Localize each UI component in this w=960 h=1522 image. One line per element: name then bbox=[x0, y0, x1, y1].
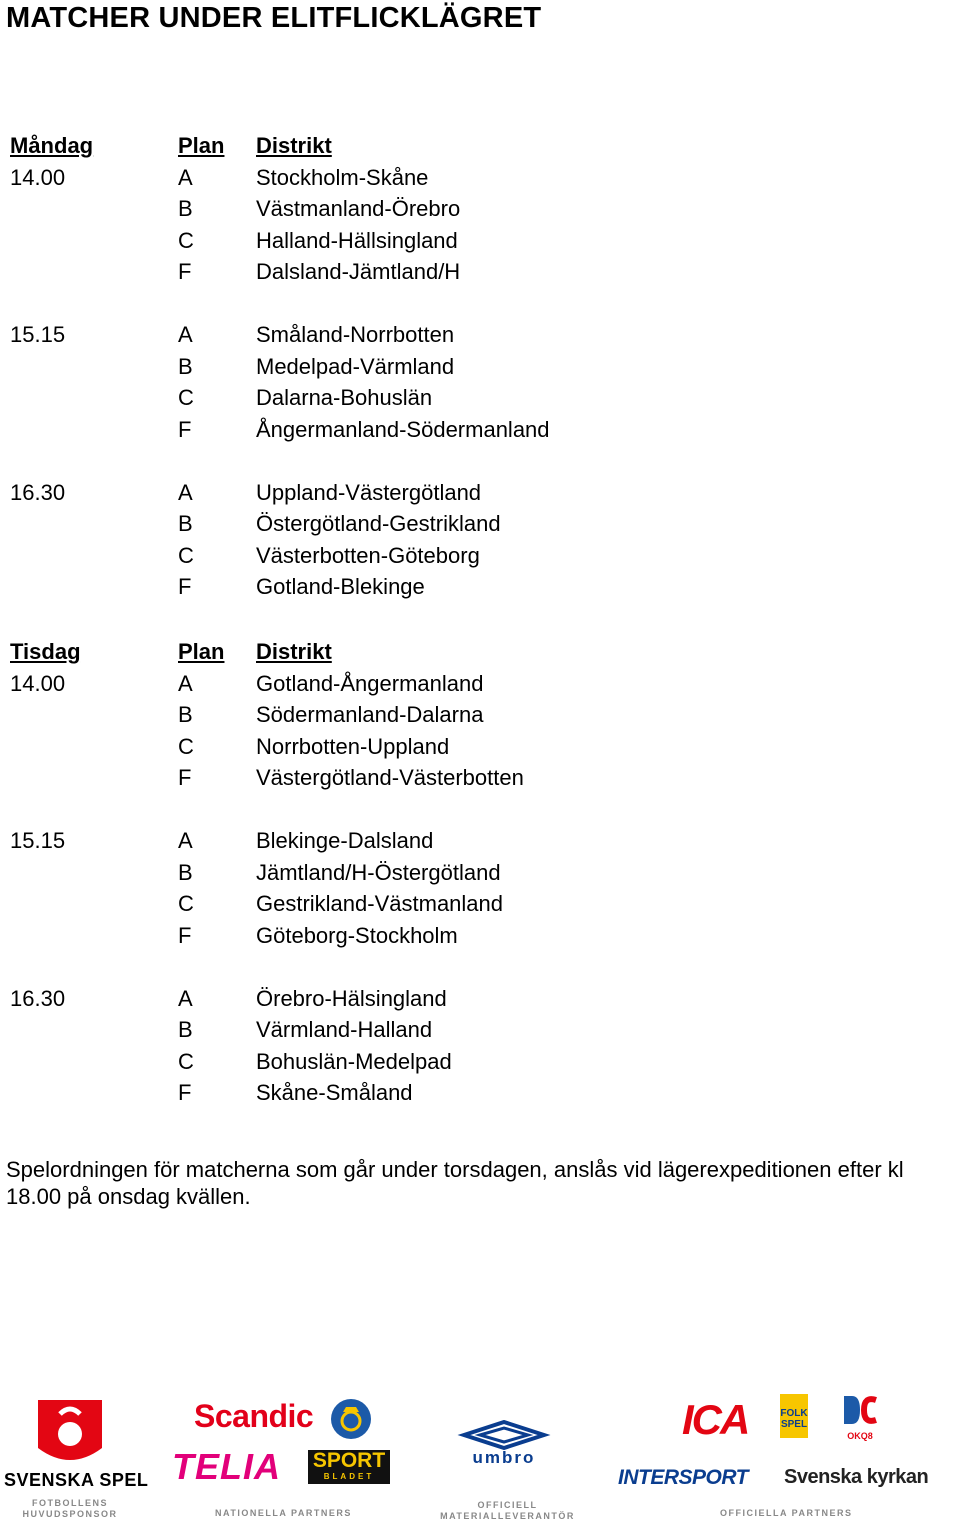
huvudsponsor-caption: FOTBOLLENS HUVUDSPONSOR bbox=[22, 1498, 118, 1519]
folkspel-word-2: SPEL bbox=[780, 1419, 808, 1430]
match-teams: Västmanland-Örebro bbox=[256, 196, 461, 221]
match-teams: Dalarna-Bohuslän bbox=[256, 385, 433, 410]
match-plan: B bbox=[178, 859, 193, 885]
match-plan: C bbox=[178, 891, 194, 916]
match-teams: Dalsland-Jämtland/H bbox=[256, 259, 461, 284]
scandic-logo: Scandic bbox=[194, 1398, 314, 1434]
match-teams: Jämtland/H-Östergötland bbox=[256, 859, 501, 885]
match-plan: F bbox=[178, 1080, 192, 1105]
match-time: 16.30 bbox=[10, 479, 66, 505]
schedule-note: Spelordningen för matcherna som går under torsdagen, anslås vid lägerexpeditionen efter kl 18.00 på onsdag kvällen. bbox=[6, 1157, 904, 1209]
okq8-label: OKQ8 bbox=[847, 1431, 873, 1441]
match-plan: F bbox=[178, 259, 192, 284]
match-plan: C bbox=[178, 1048, 194, 1074]
folkspel-word-1: FOLK bbox=[780, 1408, 808, 1419]
sportbladet-logo bbox=[308, 1450, 390, 1484]
match-time: 14.00 bbox=[10, 670, 66, 696]
match-teams: Bohuslän-Medelpad bbox=[256, 1048, 452, 1074]
sportbladet-word-2: BLADET bbox=[323, 1472, 375, 1481]
match-plan: C bbox=[178, 542, 194, 568]
match-teams: Örebro-Hälsingland bbox=[256, 985, 447, 1011]
match-teams: Västerbotten-Göteborg bbox=[256, 542, 480, 568]
match-teams: Medelpad-Värmland bbox=[256, 353, 455, 379]
folkspel-logo bbox=[780, 1394, 808, 1438]
match-teams: Gestrikland-Västmanland bbox=[256, 891, 504, 916]
match-plan: B bbox=[178, 353, 193, 379]
match-plan: F bbox=[178, 922, 192, 948]
match-plan: B bbox=[178, 196, 193, 221]
match-plan: F bbox=[178, 574, 192, 599]
match-plan: A bbox=[178, 479, 193, 505]
match-teams: Södermanland-Dalarna bbox=[256, 702, 484, 727]
match-plan: F bbox=[178, 765, 192, 790]
okq8-logo bbox=[840, 1394, 880, 1441]
match-teams: Östergötland-Gestrikland bbox=[256, 511, 501, 536]
posten-logo bbox=[330, 1398, 372, 1440]
match-plan: C bbox=[178, 227, 194, 253]
plan-header: Plan bbox=[178, 639, 225, 664]
match-plan: B bbox=[178, 1017, 193, 1042]
materialleverantor-caption: OFFICIELL MATERIALLEVERANTÖR bbox=[440, 1500, 575, 1521]
match-teams: Göteborg-Stockholm bbox=[256, 922, 458, 948]
svenska-spel-logo bbox=[30, 1396, 110, 1466]
match-plan: F bbox=[178, 416, 192, 442]
officiella-caption: OFFICIELLA PARTNERS bbox=[720, 1508, 853, 1518]
match-time: 16.30 bbox=[10, 985, 66, 1011]
match-plan: C bbox=[178, 733, 194, 759]
match-teams: Gotland-Blekinge bbox=[256, 574, 425, 599]
match-plan: A bbox=[178, 164, 193, 190]
svenska-kyrkan-logo: Svenska kyrkan bbox=[784, 1466, 929, 1488]
match-plan: A bbox=[178, 322, 193, 347]
intersport-logo: INTERSPORT bbox=[618, 1466, 748, 1489]
umbro-logo bbox=[454, 1420, 554, 1450]
match-plan: A bbox=[178, 985, 193, 1011]
okq8-mark bbox=[840, 1394, 880, 1426]
match-teams: Gotland-Ångermanland bbox=[256, 670, 484, 696]
match-teams: Skåne-Småland bbox=[256, 1080, 413, 1105]
district-header: Distrikt bbox=[256, 133, 332, 158]
match-plan: C bbox=[178, 385, 194, 410]
match-teams: Halland-Hällsingland bbox=[256, 227, 458, 253]
match-teams: Småland-Norrbotten bbox=[256, 322, 455, 347]
match-plan: A bbox=[178, 828, 193, 853]
match-teams: Norrbotten-Uppland bbox=[256, 733, 450, 759]
day-header: Måndag bbox=[10, 133, 94, 158]
match-time: 14.00 bbox=[10, 164, 66, 190]
match-teams: Ångermanland-Södermanland bbox=[256, 416, 550, 442]
sponsor-footer bbox=[0, 1390, 960, 1520]
match-teams: Västergötland-Västerbotten bbox=[256, 765, 524, 790]
svenska-spel-label: SVENSKA SPEL bbox=[4, 1470, 149, 1490]
match-teams: Uppland-Västergötland bbox=[256, 479, 482, 505]
match-teams: Blekinge-Dalsland bbox=[256, 828, 434, 853]
nationella-caption: NATIONELLA PARTNERS bbox=[215, 1508, 352, 1518]
sportbladet-word-1: SPORT bbox=[312, 1449, 386, 1472]
match-plan: A bbox=[178, 670, 193, 696]
district-header: Distrikt bbox=[256, 639, 332, 664]
umbro-label: umbro bbox=[472, 1448, 536, 1467]
day-header: Tisdag bbox=[10, 639, 81, 664]
match-plan: B bbox=[178, 511, 193, 536]
match-teams: Stockholm-Skåne bbox=[256, 164, 429, 190]
match-time: 15.15 bbox=[10, 828, 66, 853]
telia-logo: TELIA bbox=[172, 1446, 281, 1487]
match-teams: Värmland-Halland bbox=[256, 1017, 433, 1042]
match-plan: B bbox=[178, 702, 193, 727]
page-title: MATCHER UNDER ELITFLICKLÄGRET bbox=[6, 2, 542, 34]
plan-header: Plan bbox=[178, 133, 225, 158]
ica-logo: ICA bbox=[682, 1396, 749, 1443]
match-time: 15.15 bbox=[10, 322, 66, 347]
